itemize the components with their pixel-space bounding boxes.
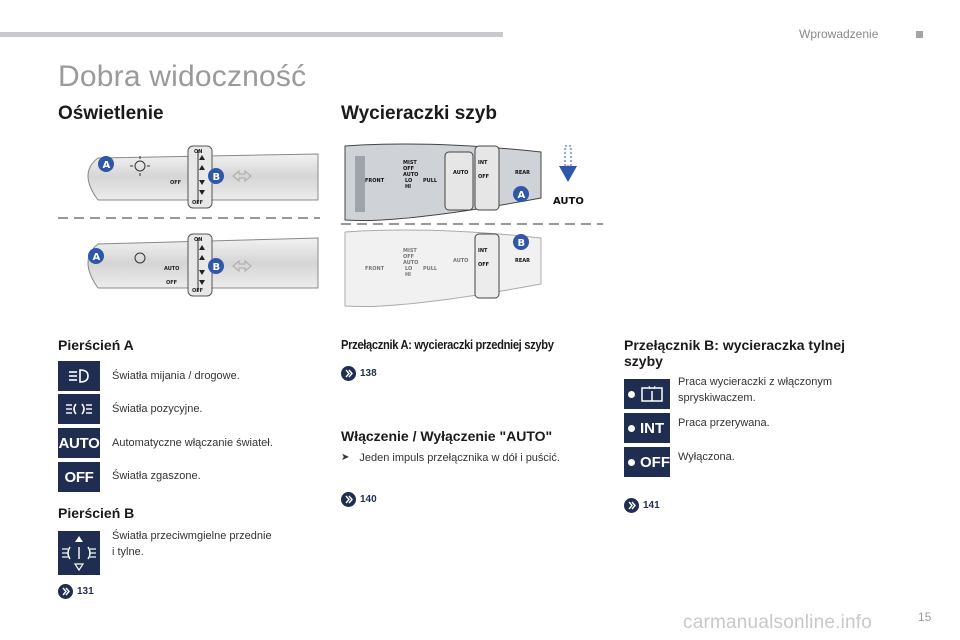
header-section-title: Wprowadzenie	[799, 27, 879, 41]
wiper-auto-label: AUTO	[403, 172, 419, 178]
page-ref-icon	[624, 498, 639, 513]
rear-rear-label: REAR	[515, 170, 530, 176]
rear-int-label: INT	[478, 160, 488, 166]
ref-131-number: 131	[77, 586, 94, 597]
ring-a-item-2-text: Światła pozycyjne.	[112, 403, 203, 415]
svg-text:OFF: OFF	[403, 254, 415, 260]
callout-b-top: B	[212, 172, 221, 183]
rear-int-icon: INT	[624, 413, 670, 443]
bullet-arrow-icon: ➤	[341, 452, 350, 463]
svg-text:PULL: PULL	[423, 266, 438, 272]
svg-text:OFF: OFF	[166, 280, 178, 286]
wiper-front-label: FRONT	[365, 178, 385, 184]
svg-text:AUTO: AUTO	[403, 260, 419, 266]
wiper-off-label: OFF	[403, 166, 415, 172]
ring-b-text-line2: i tylne.	[112, 546, 144, 558]
svg-text:MIST: MIST	[403, 248, 417, 254]
ref-131-link[interactable]	[58, 584, 94, 599]
svg-text:LO: LO	[405, 266, 413, 272]
callout-a-top: A	[102, 160, 111, 171]
switch-b-item-1-line1: Praca wycieraczki z włączonym	[678, 376, 833, 388]
svg-text:AUTO: AUTO	[453, 170, 469, 176]
ref-138-link[interactable]	[341, 366, 377, 381]
auto-lights-icon: AUTO	[58, 428, 100, 458]
switch-b-title-line1: Przełącznik B: wycieraczka tylnej	[624, 337, 845, 353]
ref-140-number: 140	[360, 494, 377, 505]
lighting-stalk-illustration	[58, 138, 320, 310]
svg-text:OFF: OFF	[170, 180, 182, 186]
light-off-label: OFF	[192, 200, 204, 206]
wiper-pull-label: PULL	[423, 178, 438, 184]
watermark: carmanualsonline.info	[683, 612, 873, 633]
page-ref-icon	[341, 366, 356, 381]
lights-off-icon: OFF	[58, 462, 100, 492]
wiper-mist-label: MIST	[403, 160, 417, 166]
auto-bullet-text: Jeden impuls przełącznika w dół i puścić.	[359, 452, 560, 464]
low-beam-icon	[58, 361, 100, 391]
header-square-marker	[916, 31, 923, 38]
svg-text:FRONT: FRONT	[365, 266, 385, 272]
header-bar	[0, 32, 503, 37]
rear-washer-icon	[624, 379, 670, 409]
switch-b-item-1-line2: spryskiwaczem.	[678, 392, 756, 404]
page-title: Dobra widoczność	[58, 60, 307, 93]
light-auto-label: AUTO	[164, 266, 180, 272]
ring-a-item-3-text: Automatyczne włączanie świateł.	[112, 437, 273, 449]
svg-text:OFF: OFF	[192, 288, 204, 294]
auto-arrow-label: AUTO	[553, 196, 584, 207]
rear-off-label: OFF	[478, 174, 490, 180]
ring-b-text-line1: Światła przeciwmgielne przednie	[112, 530, 272, 542]
callout-a-bottom: A	[92, 252, 101, 263]
wipers-title: Wycieraczki szyb	[341, 103, 497, 124]
wiper-stalk-illustration	[341, 138, 603, 310]
page-ref-icon	[341, 492, 356, 507]
sidelights-icon	[58, 394, 100, 424]
ring-a-title: Pierścień A	[58, 337, 134, 353]
switch-a-title: Przełącznik A: wycieraczki przedniej szyby	[341, 337, 554, 352]
auto-bullet	[341, 452, 560, 464]
svg-text:OFF: OFF	[478, 262, 490, 268]
wiper-lo-label: LO	[405, 178, 413, 184]
auto-title: Włączenie / Wyłączenie "AUTO"	[341, 428, 553, 444]
page-number: 15	[918, 610, 932, 624]
svg-text:HI: HI	[405, 272, 412, 278]
switch-b-item-3-text: Wyłączona.	[678, 451, 735, 463]
ref-138-number: 138	[360, 368, 377, 379]
ref-141-link[interactable]	[624, 498, 660, 513]
page-ref-icon	[58, 584, 73, 599]
svg-text:ON: ON	[194, 237, 203, 243]
ring-a-item-1-text: Światła mijania / drogowe.	[112, 370, 240, 382]
ref-140-link[interactable]	[341, 492, 377, 507]
callout-wiper-a: A	[517, 190, 526, 201]
wiper-hi-label: HI	[405, 184, 412, 190]
switch-b-item-2-text: Praca przerywana.	[678, 417, 770, 429]
rear-off-icon: OFF	[624, 447, 670, 477]
callout-wiper-b: B	[517, 238, 526, 249]
svg-text:AUTO: AUTO	[453, 258, 469, 264]
fog-lights-icon	[58, 531, 100, 575]
ref-141-number: 141	[643, 500, 660, 511]
ring-a-item-4-text: Światła zgaszone.	[112, 470, 201, 482]
ring-b-title: Pierścień B	[58, 505, 135, 521]
callout-b-bottom: B	[212, 262, 221, 273]
svg-text:INT: INT	[478, 248, 488, 254]
lighting-title: Oświetlenie	[58, 103, 164, 124]
switch-b-title-line2: szyby	[624, 353, 663, 369]
light-on-label: ON	[194, 149, 203, 155]
svg-text:REAR: REAR	[515, 258, 530, 264]
